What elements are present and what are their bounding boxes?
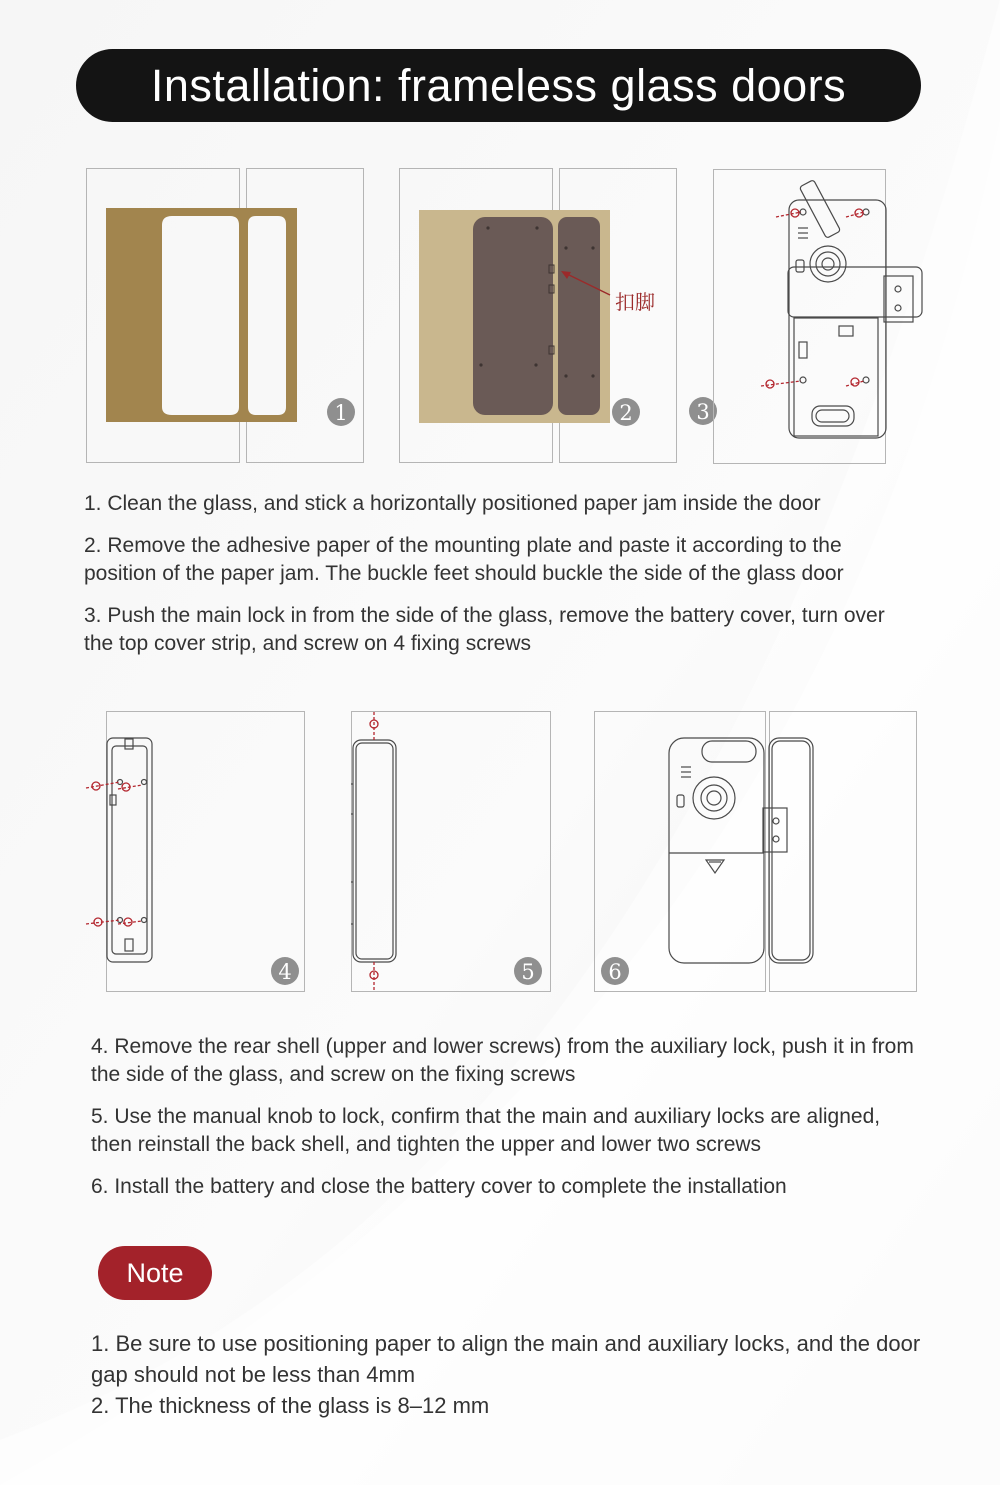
figure-1 bbox=[86, 168, 366, 464]
svg-text:2: 2 bbox=[619, 401, 633, 425]
step-3-text: 3. Push the main lock in from the side of the glass, remove the battery cover, turn over the top cover strip, and screw on 4 fixing screws bbox=[84, 604, 885, 655]
figure-2 bbox=[399, 168, 679, 464]
screw-markers bbox=[86, 782, 142, 926]
note-list bbox=[91, 1328, 931, 1421]
note-label: Note bbox=[126, 1257, 184, 1288]
svg-text:1: 1 bbox=[334, 401, 348, 425]
installation-steps-1-3 bbox=[84, 490, 914, 672]
title-bar bbox=[76, 49, 921, 122]
step-number-badge-6 bbox=[601, 957, 629, 985]
buckle-feet-callout: 扣脚 bbox=[615, 290, 655, 314]
step-2-text: 2. Remove the adhesive paper of the mounting plate and paste it according to the position of the paper jam. The buckle feet should buckle the side of the glass door bbox=[84, 534, 844, 585]
svg-text:6: 6 bbox=[608, 960, 622, 984]
svg-text:4: 4 bbox=[278, 960, 292, 984]
step-number-badge-3 bbox=[689, 397, 717, 425]
screw-markers bbox=[370, 712, 378, 992]
figure-5 bbox=[350, 710, 553, 994]
step-number-badge-4 bbox=[271, 957, 299, 985]
svg-text:3: 3 bbox=[696, 400, 710, 424]
figure-6 bbox=[593, 710, 919, 994]
note-item-1: 1. Be sure to use positioning paper to align the main and auxiliary locks, and the door gap should not be less than 4mm bbox=[91, 1331, 921, 1387]
svg-text:5: 5 bbox=[521, 960, 535, 984]
step-number-badge-1 bbox=[327, 398, 355, 426]
note-item-2: 2. The thickness of the glass is 8–12 mm bbox=[91, 1393, 490, 1418]
step-4-text: 4. Remove the rear shell (upper and lower screws) from the auxiliary lock, push it in from the side of the glass, and screw on the fixing screws bbox=[91, 1035, 914, 1086]
page-title: Installation: frameless glass doors bbox=[150, 59, 847, 111]
step-number-badge-5 bbox=[514, 957, 542, 985]
installation-steps-4-6 bbox=[91, 1033, 921, 1215]
figure-4 bbox=[84, 710, 309, 994]
note-badge bbox=[98, 1246, 212, 1300]
figure-3 bbox=[686, 168, 926, 464]
step-number-badge-2 bbox=[612, 398, 640, 426]
step-1-text: 1. Clean the glass, and stick a horizontally positioned paper jam inside the door bbox=[84, 492, 821, 515]
screw-markers bbox=[761, 209, 864, 388]
step-5-text: 5. Use the manual knob to lock, confirm that the main and auxiliary locks are aligned, then reinstall the back shell, and tighten the upper and lower two screws bbox=[91, 1105, 881, 1156]
step-6-text: 6. Install the battery and close the battery cover to complete the installation bbox=[91, 1175, 787, 1198]
